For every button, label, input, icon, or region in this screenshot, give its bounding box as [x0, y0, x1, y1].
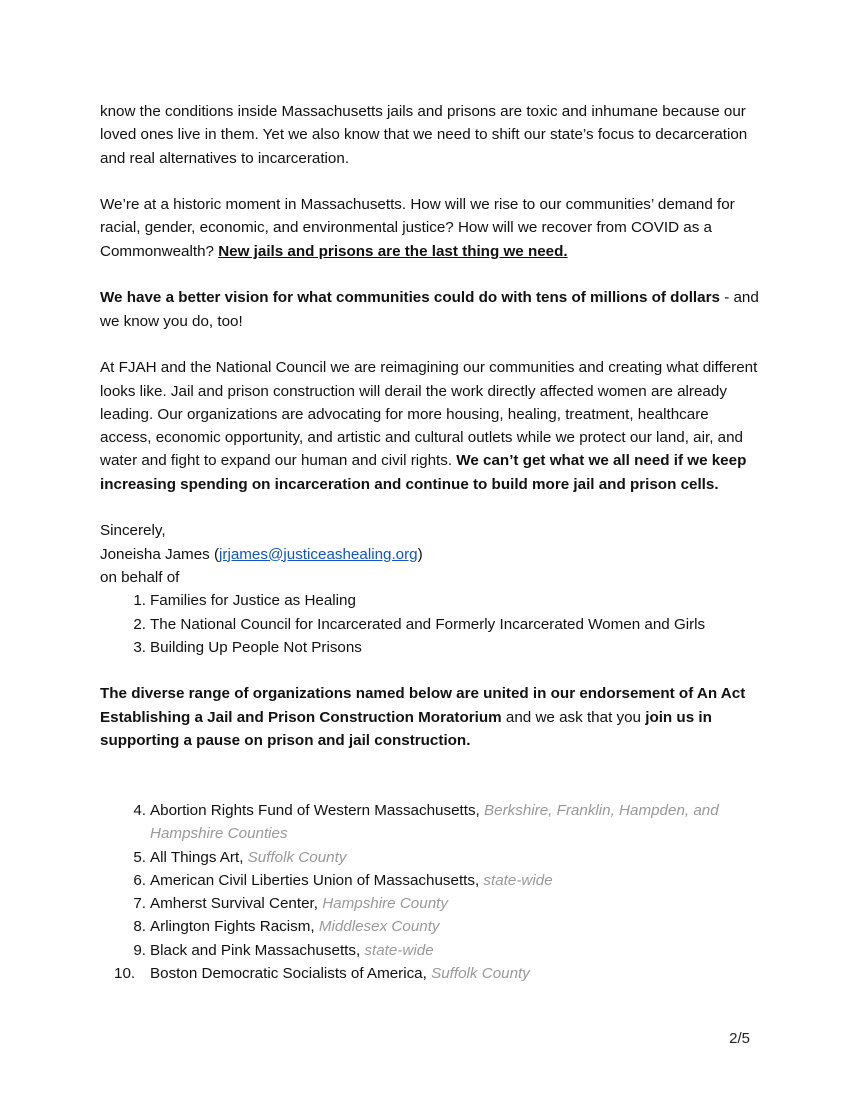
- org-name: All Things Art,: [150, 848, 248, 866]
- list-number: 7.: [133, 895, 146, 913]
- org-region: Suffolk County: [431, 964, 530, 982]
- list-number: 10.: [114, 964, 136, 982]
- better-vision-text: - and we know you do, too!: [100, 289, 759, 330]
- page-number: 2/5: [729, 1030, 750, 1047]
- list-number: 9.: [133, 941, 146, 959]
- paragraph-endorsement: [100, 682, 760, 752]
- signer-end: ): [417, 545, 423, 563]
- org-region: Hampshire County: [322, 895, 448, 913]
- endorsement-bold: The diverse range of organizations named below are united in our endorsement of An Act Establishing a Jail and Prison Construction Moratorium: [100, 685, 746, 726]
- list-item: [100, 846, 760, 869]
- org-region: Berkshire, Franklin, Hampden, and Hampshire Counties: [150, 801, 719, 843]
- list-number: 2.: [133, 615, 146, 633]
- reimagining-bold: We can’t get what we all need if we keep increasing spending on incarceration and continue to build more jail and prison cells.: [100, 452, 747, 493]
- list-number: 4.: [133, 801, 146, 819]
- list-number: 5.: [133, 848, 146, 866]
- list-number: 6.: [133, 871, 146, 889]
- list-number: 1.: [133, 592, 146, 610]
- org-name: Abortion Rights Fund of Western Massachusetts,: [150, 801, 484, 819]
- org-name: Black and Pink Massachusetts,: [150, 941, 365, 959]
- list-item: [100, 613, 760, 636]
- sponsor-name: Families for Justice as Healing: [150, 592, 356, 610]
- list-item: [100, 799, 760, 846]
- reimagining-text: At FJAH and the National Council we are reimagining our communities and creating what different looks like. Jail and prison construction will derail the work directly affected women are already leading. Our organizations are advocating for more housing, healing, treatment, healthcare access, economic opportunity, and artistic and cultural outlets while we protect our land, air, and water and fight to expand our human and civil rights.: [100, 359, 758, 470]
- sponsor-name: Building Up People Not Prisons: [150, 638, 362, 656]
- paragraph-historic-moment: [100, 193, 760, 263]
- letter-body: [100, 100, 760, 985]
- list-item: [100, 915, 760, 938]
- org-name: American Civil Liberties Union of Massachusetts,: [150, 871, 484, 889]
- list-item: [100, 589, 760, 612]
- endorsement-text: and we ask that you: [501, 708, 646, 726]
- better-vision-bold: We have a better vision for what communities could do with tens of millions of dollars: [100, 289, 720, 307]
- list-number: 8.: [133, 918, 146, 936]
- list-number: 3.: [133, 638, 146, 656]
- last-thing-we-need-emphasis: New jails and prisons are the last thing we need.: [218, 242, 568, 260]
- org-name: Boston Democratic Socialists of America,: [150, 964, 432, 982]
- list-item: [100, 869, 760, 892]
- list-item: [100, 939, 760, 962]
- signer-email-link[interactable]: jrjames@justiceashealing.org: [219, 545, 418, 563]
- list-item: [100, 962, 760, 985]
- paragraph-reimagining: [100, 356, 760, 496]
- on-behalf-of: on behalf of: [100, 568, 180, 586]
- org-name: Amherst Survival Center,: [150, 895, 323, 913]
- org-region: Middlesex County: [318, 918, 440, 936]
- paragraph-better-vision: [100, 286, 760, 333]
- signer-line: [100, 543, 760, 566]
- org-region: Suffolk County: [247, 848, 347, 866]
- signer-name: Joneisha James (: [100, 545, 220, 563]
- org-name: Arlington Fights Racism,: [150, 918, 319, 936]
- closing: Sincerely,: [100, 522, 166, 540]
- org-region: state-wide: [483, 871, 553, 889]
- list-item: [100, 892, 760, 915]
- endorsement-call-to-action: join us in supporting a pause on prison and jail construction.: [100, 708, 712, 750]
- organization-list: [100, 799, 760, 985]
- org-region: state-wide: [364, 941, 434, 959]
- sponsor-name: The National Council for Incarcerated and Formerly Incarcerated Women and Girls: [150, 615, 706, 633]
- historic-moment-text: We’re at a historic moment in Massachusetts. How will we rise to our communities’ demand for racial, gender, economic, and environmental justice? How will we recover from COVID as a Commonwealth?: [100, 196, 735, 260]
- paragraph-conditions: know the conditions inside Massachusetts jails and prisons are toxic and inhumane because our loved ones live in them. Yet we also know that we need to shift our state’s focus to decarceration and real alternatives to incarceration.: [100, 103, 748, 167]
- sponsor-list: [100, 589, 760, 659]
- list-item: [100, 636, 760, 659]
